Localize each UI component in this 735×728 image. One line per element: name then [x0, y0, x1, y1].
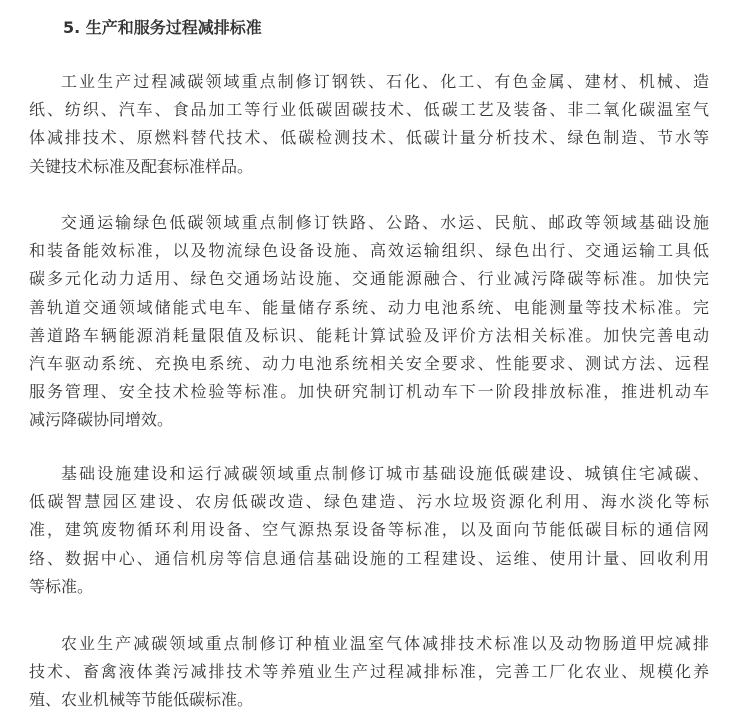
paragraph-line: 技术、畜禽液体粪污减排技术等养殖业生产过程减排标准，完善工厂化农业、规模化养	[29, 662, 709, 682]
paragraph-line: 络、数据中心、通信机房等信息通信基础设施的工程建设、运维、使用计量、回收利用	[29, 548, 709, 568]
paragraph-line: 体减排技术、原燃料替代技术、低碳检测技术、低碳计量分析技术、绿色制造、节水等	[29, 128, 709, 148]
paragraph-line: 殖、农业机械等节能低碳标准。	[29, 690, 254, 710]
paragraph-line: 纸、纺织、汽车、食品加工等行业低碳固碳技术、低碳工艺及装备、非二氧化碳温室气	[29, 100, 709, 120]
paragraph-line: 等标准。	[29, 576, 94, 596]
paragraph-line: 农业生产减碳领域重点制修订种植业温室气体减排技术标准以及动物肠道甲烷减排	[61, 634, 709, 653]
paragraph-line: 善轨道交通领域储能式电车、能量储存系统、动力电池系统、电能测量等技术标准。完	[29, 297, 709, 317]
paragraph-line: 准，建筑废物循环利用设备、空气源热泵设备等标准，以及面向节能低碳目标的通信网	[29, 520, 709, 540]
paragraph-line: 汽车驱动系统、充换电系统、动力电池系统相关安全要求、性能要求、测试方法、远程	[29, 353, 709, 373]
paragraph-line: 工业生产过程减碳领域重点制修订钢铁、石化、化工、有色金属、建材、机械、造	[61, 72, 709, 91]
paragraph-line: 低碳智慧园区建设、农房低碳改造、绿色建造、污水垃圾资源化利用、海水淡化等标	[29, 492, 709, 512]
paragraph-transport	[29, 209, 709, 435]
paragraph-line: 基础设施建设和运行减碳领域重点制修订城市基础设施低碳建设、城镇住宅减碳、	[61, 464, 709, 483]
paragraph-line: 碳多元化动力适用、绿色交通场站设施、交通能源融合、行业减污降碳等标准。加快完	[29, 269, 709, 289]
paragraph-line: 和装备能效标准，以及物流绿色设备设施、高效运输组织、绿色出行、交通运输工具低	[29, 241, 709, 261]
paragraph-infrastructure	[29, 460, 709, 601]
paragraph-line: 交通运输绿色低碳领域重点制修订铁路、公路、水运、民航、邮政等领域基础设施	[61, 213, 709, 232]
paragraph-line: 善道路车辆能源消耗量限值及标识、能耗计算试验及评价方法相关标准。加快完善电动	[29, 325, 709, 345]
paragraph-agriculture	[29, 630, 709, 715]
paragraph-line: 减污降碳协同增效。	[29, 410, 174, 430]
paragraph-industrial	[29, 68, 709, 181]
section-title: 5. 生产和服务过程减排标准	[63, 18, 262, 37]
paragraph-line: 服务管理、安全技术检验等标准。加快研究制订机动车下一阶段排放标准，推进机动车	[29, 382, 709, 402]
paragraph-line: 关键技术标准及配套标准样品。	[29, 156, 254, 176]
